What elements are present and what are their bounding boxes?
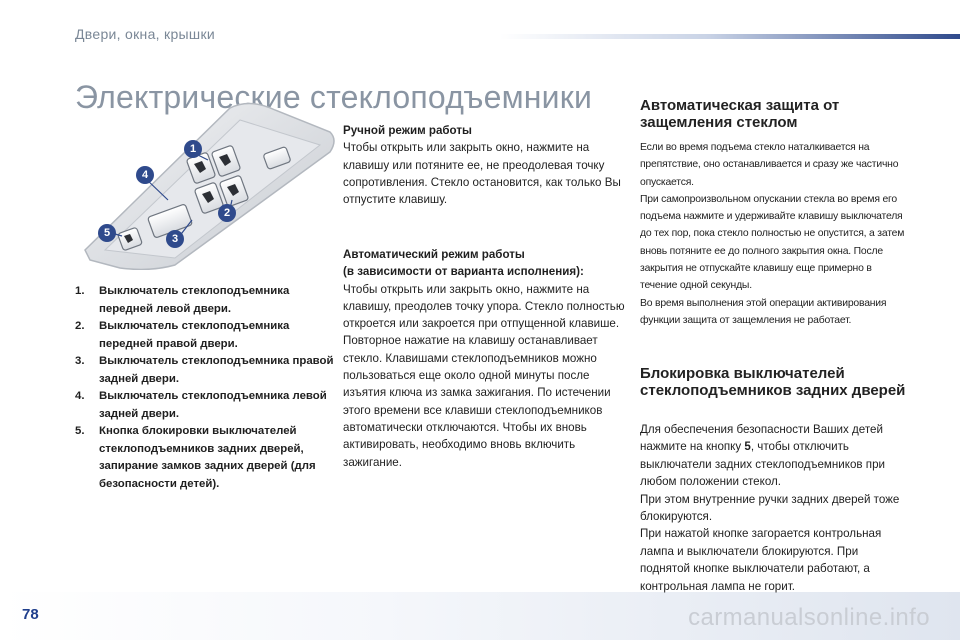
watermark: carmanualsonline.info (688, 604, 930, 631)
anti-pinch-heading: Автоматическая защита от защемления стеклом (640, 97, 840, 131)
page-title: Электрические стеклоподъемники (75, 79, 593, 116)
rear-lock-heading: Блокировка выключателей стеклоподъемников задних дверей (640, 365, 906, 399)
operation-modes (343, 122, 628, 469)
manual-mode-text: Чтобы открыть или закрыть окно, нажмите на клавишу или потяните ее, не преодолевая точку сопротивления. Стекло остановится, как только Вы отпустите клавишу. (343, 141, 621, 207)
legend-item: 5. Кнопка блокировки выключателей стеклоподъемников задних дверей, запирание замков задних дверей (для безопасности детей). (75, 425, 316, 490)
manual-mode-heading: Ручной режим работы (343, 124, 472, 137)
auto-mode-subheading: (в зависимости от варианта исполнения): (343, 265, 584, 279)
button-reference: 5 (744, 440, 751, 454)
rear-lock-para: При этом внутренние ручки задних дверей тоже блокируются. (640, 492, 900, 524)
switch-panel-drawing (80, 100, 340, 270)
legend-item: 4. Выключатель стеклоподъемника левой задней двери. (75, 390, 327, 420)
auto-mode-heading: Автоматический режим работы (343, 248, 525, 261)
anti-pinch-para: Во время выполнения этой операции активирования функции защита от защемления не работает. (640, 297, 887, 326)
callout-3: 3 (166, 230, 184, 248)
page-number: 78 (22, 606, 39, 623)
anti-pinch-text (640, 139, 910, 329)
rear-lock-para: При нажатой кнопке загорается контрольная лампа и выключатели блокируются. При поднятой кнопке выключатели работают, а контрольная лампа не горит. (640, 527, 882, 593)
header-accent-bar (500, 34, 960, 39)
legend-item: 2. Выключатель стеклоподъемника передней правой двери. (75, 320, 290, 350)
safety-features (640, 97, 910, 593)
legend-item: 3. Выключатель стеклоподъемника правой задней двери. (75, 355, 334, 385)
manual-mode-section (343, 122, 628, 208)
anti-pinch-para: При самопроизвольном опускании стекла во время его подъема нажмите и удерживайте клавишу выключателя до тех пор, пока стекло полностью не опустится, а затем вновь потяните ее до полного закрытия окна. После закрытия не отпускайте клавишу еще примерно в течение одной секунды. (640, 193, 905, 292)
legend-item: 1. Выключатель стеклоподъемника передней левой двери. (75, 285, 290, 315)
window-switch-illustration (80, 100, 340, 270)
rear-lock-text (640, 421, 910, 595)
auto-mode-text: Чтобы открыть или закрыть окно, нажмите на клавишу, преодолев точку упора. Стекло полностью откроется или закроется при отпущенной клавише. Повторное нажатие на клавишу останавливает стекло. Клавишами стеклоподъемников можно пользоваться еще около одной минуты после изъятия ключа из замка зажигания. По истечении этого времени все клавиши стеклоподъемников автоматически отключаются. Чтобы их вновь активировать, необходимо вновь включить зажигание. (343, 282, 625, 469)
callout-2: 2 (218, 204, 236, 222)
callout-5: 5 (98, 224, 116, 242)
auto-mode-section (343, 246, 628, 471)
section-label: Двери, окна, крышки (75, 26, 215, 42)
callout-4: 4 (136, 166, 154, 184)
rear-lock-para: Для обеспечения безопасности Ваших детей нажмите на кнопку 5, чтобы отключить выключатели задних стеклоподъемников при любом положении стекол. (640, 423, 885, 489)
callout-1: 1 (184, 140, 202, 158)
switch-legend (75, 283, 337, 493)
anti-pinch-para: Если во время подъема стекло наталкивается на препятствие, оно останавливается и сразу же частично опускается. (640, 142, 899, 188)
